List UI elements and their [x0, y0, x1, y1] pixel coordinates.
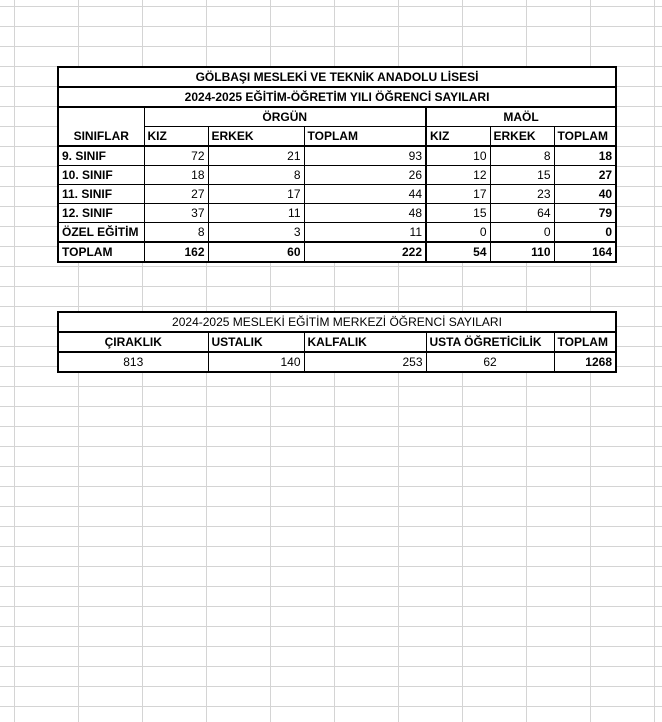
cell: 72: [144, 146, 208, 166]
cell: 27: [554, 166, 616, 185]
cell: 17: [426, 185, 490, 204]
cell: 140: [208, 352, 304, 372]
col-header: ÇIRAKLIK: [58, 332, 208, 352]
cell: 12: [426, 166, 490, 185]
row-label: 10. SINIF: [58, 166, 144, 185]
cell: 10: [426, 146, 490, 166]
cell: 48: [304, 204, 426, 223]
cell: 164: [554, 242, 616, 262]
table-row: [58, 204, 616, 223]
total-row: [58, 242, 616, 262]
cell: 40: [554, 185, 616, 204]
cell: 162: [144, 242, 208, 262]
cell: 8: [144, 223, 208, 243]
cell: 3: [208, 223, 304, 243]
col-header: KALFALIK: [304, 332, 426, 352]
cell: 37: [144, 204, 208, 223]
row-label: 12. SINIF: [58, 204, 144, 223]
row-label: 9. SINIF: [58, 146, 144, 166]
cell: 1268: [554, 352, 616, 372]
col-header: KIZ: [144, 127, 208, 147]
vocational-table-title: 2024-2025 MESLEKİ EĞİTİM MERKEZİ ÖĞRENCİ SAYILARI: [58, 312, 616, 332]
cell: 93: [304, 146, 426, 166]
cell: 110: [490, 242, 554, 262]
group-header-orgun: ÖRGÜN: [144, 107, 426, 127]
row-label: 11. SINIF: [58, 185, 144, 204]
cell: 26: [304, 166, 426, 185]
col-header: USTA ÖĞRETİCİLİK: [426, 332, 554, 352]
col-header: ERKEK: [208, 127, 304, 147]
cell: 0: [426, 223, 490, 243]
cell: 60: [208, 242, 304, 262]
cell: 23: [490, 185, 554, 204]
row-header-siniflar: SINIFLAR: [58, 107, 144, 146]
cell: 253: [304, 352, 426, 372]
cell: 79: [554, 204, 616, 223]
cell: 21: [208, 146, 304, 166]
cell: 15: [426, 204, 490, 223]
cell: 17: [208, 185, 304, 204]
cell: 222: [304, 242, 426, 262]
table-row: [58, 223, 616, 243]
col-header: USTALIK: [208, 332, 304, 352]
col-header: TOPLAM: [304, 127, 426, 147]
cell: 11: [208, 204, 304, 223]
cell: 8: [490, 146, 554, 166]
cell: 44: [304, 185, 426, 204]
cell: 15: [490, 166, 554, 185]
table-row: [58, 146, 616, 166]
school-student-counts-table: [57, 66, 617, 263]
table-row: [58, 352, 616, 372]
cell: 11: [304, 223, 426, 243]
group-header-maol: MAÖL: [426, 107, 616, 127]
cell: 18: [144, 166, 208, 185]
cell: 813: [58, 352, 208, 372]
cell: 8: [208, 166, 304, 185]
col-header: KIZ: [426, 127, 490, 147]
cell: 18: [554, 146, 616, 166]
cell: 0: [554, 223, 616, 243]
row-label: ÖZEL EĞİTİM: [58, 223, 144, 243]
table-subtitle: 2024-2025 EĞİTİM-ÖĞRETİM YILI ÖĞRENCİ SAYILARI: [58, 87, 616, 107]
cell: 27: [144, 185, 208, 204]
col-header: TOPLAM: [554, 127, 616, 147]
cell: 54: [426, 242, 490, 262]
table-row: [58, 185, 616, 204]
cell: 64: [490, 204, 554, 223]
col-header: ERKEK: [490, 127, 554, 147]
col-header: TOPLAM: [554, 332, 616, 352]
cell: 62: [426, 352, 554, 372]
table-row: [58, 166, 616, 185]
cell: 0: [490, 223, 554, 243]
row-label: TOPLAM: [58, 242, 144, 262]
vocational-center-counts-table: [57, 311, 617, 373]
school-title: GÖLBAŞI MESLEKİ VE TEKNİK ANADOLU LİSESİ: [58, 67, 616, 87]
